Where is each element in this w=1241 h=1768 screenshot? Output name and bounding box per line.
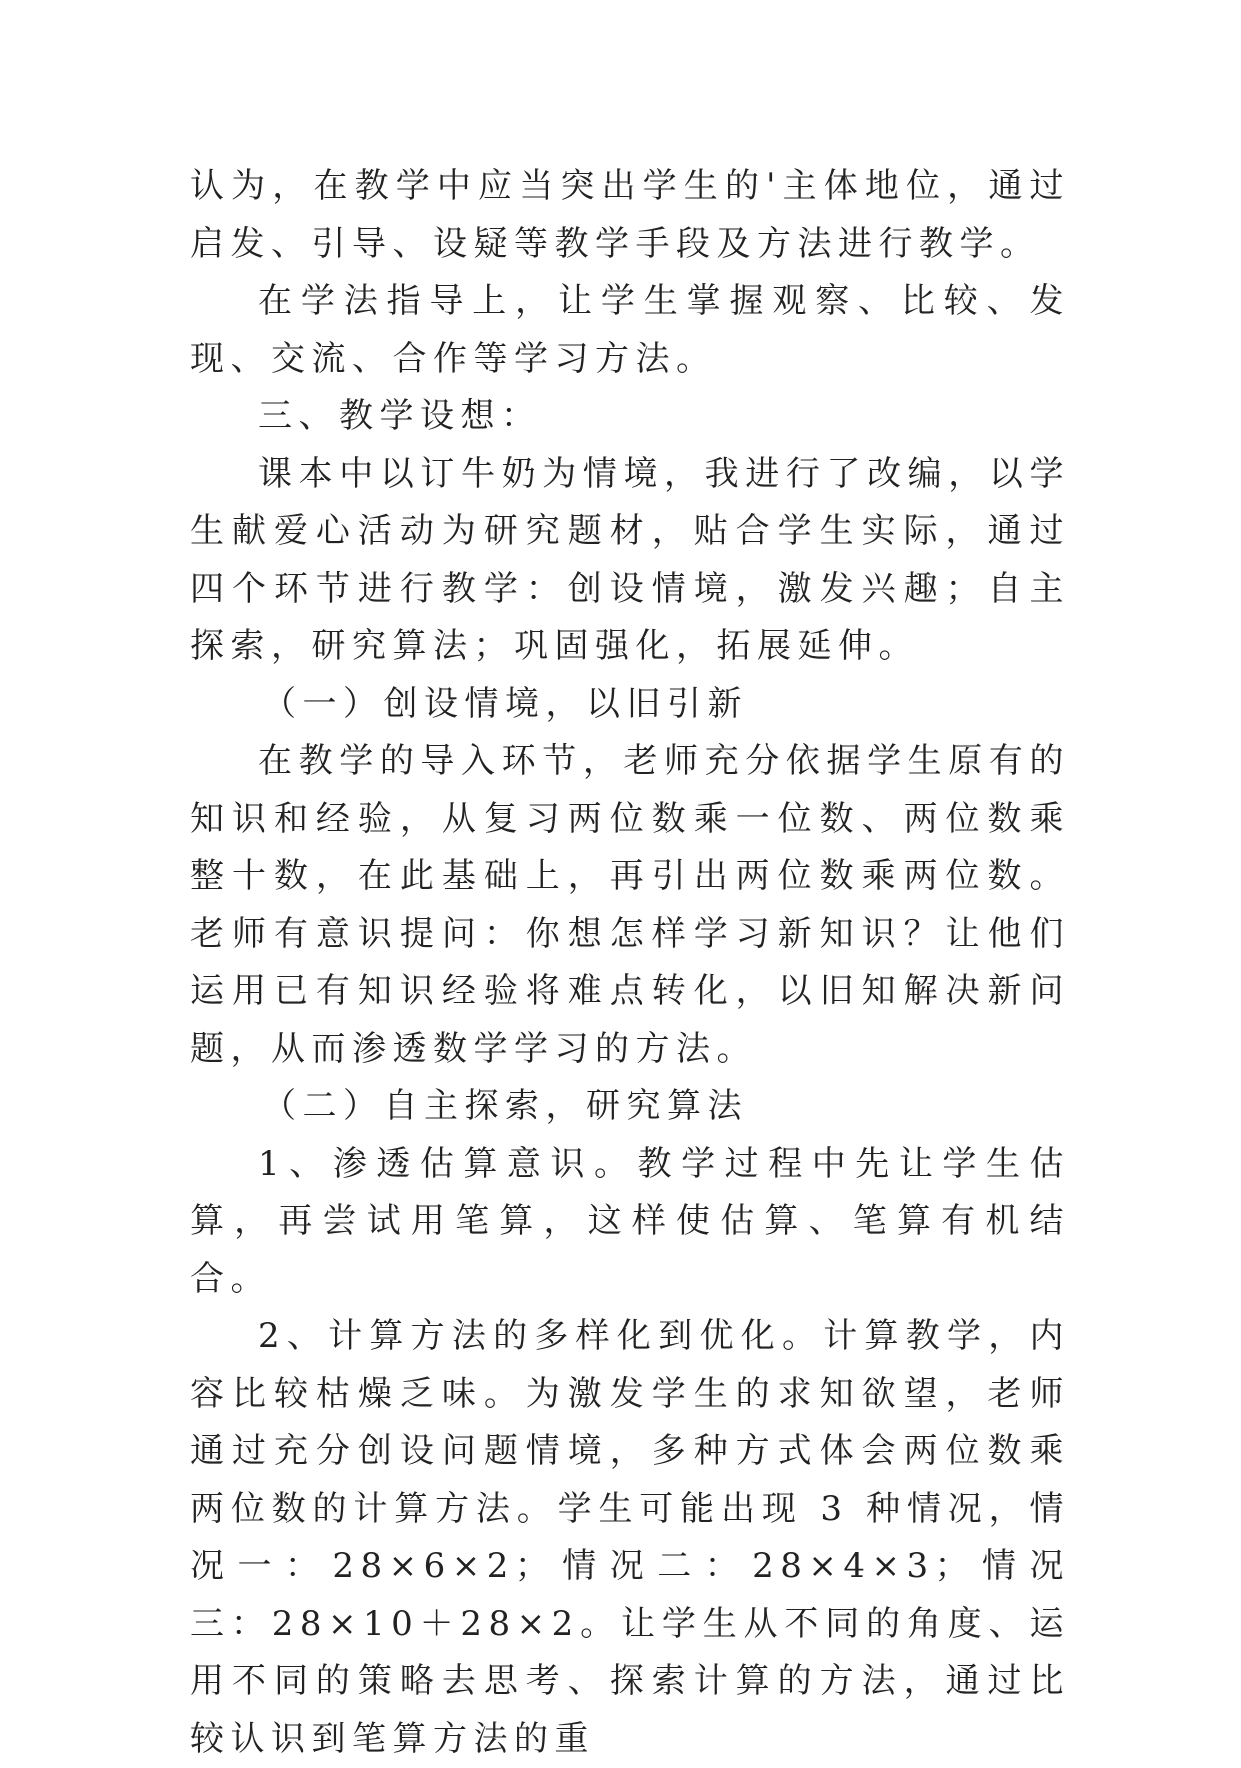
section-heading-teaching-ideas: 三、教学设想： bbox=[258, 396, 542, 436]
subheading-create-scenario: （一）创设情境，以旧引新 bbox=[262, 683, 748, 724]
paragraph-introduction: 在教学的导入环节，老师充分依据学生原有的知识和经验，从复习两位数乘一位数、两位数乘整十数，在此基础上，再引出两位数乘两位数。老师有意识提问：你想怎样学习新知识？让他们运用已有知识经验将难点转化，以旧知解决新问题，从而渗透数学学习的方法。 bbox=[190, 741, 1070, 1069]
subheading-self-exploration: （二）自主探索，研究算法 bbox=[262, 1086, 748, 1126]
paragraph-teaching-method: 认为，在教学中应当突出学生的'主体地位，通过启发、引导、设疑等教学手段及方法进行教学。 bbox=[190, 166, 1070, 264]
paragraph-calculation-methods: 2、计算方法的多样化到优化。计算教学，内容比较枯燥乏味。为激发学生的求知欲望，老师通过充分创设问题情境，多种方式体会两位数乘两位数的计算方法。学生可能出现 3 种情况，情况一：28×6×2；情况二：28×4×3；情况三：28×10＋28×2。让学生从不同的角度、运用不同的策略去思考、探索计算的方法，通过比较认识到笔算方法的重 bbox=[190, 1316, 1070, 1759]
document-body bbox=[190, 158, 1070, 1768]
paragraph-learning-guidance: 在学法指导上，让学生掌握观察、比较、发现、交流、合作等学习方法。 bbox=[190, 281, 1070, 379]
paragraph-teaching-ideas: 课本中以订牛奶为情境，我进行了改编，以学生献爱心活动为研究题材，贴合学生实际，通过四个环节进行教学：创设情境，激发兴趣；自主探索，研究算法；巩固强化，拓展延伸。 bbox=[190, 453, 1070, 666]
paragraph-estimation: 1、渗透估算意识。教学过程中先让学生估算，再尝试用笔算，这样使估算、笔算有机结合。 bbox=[190, 1143, 1070, 1299]
